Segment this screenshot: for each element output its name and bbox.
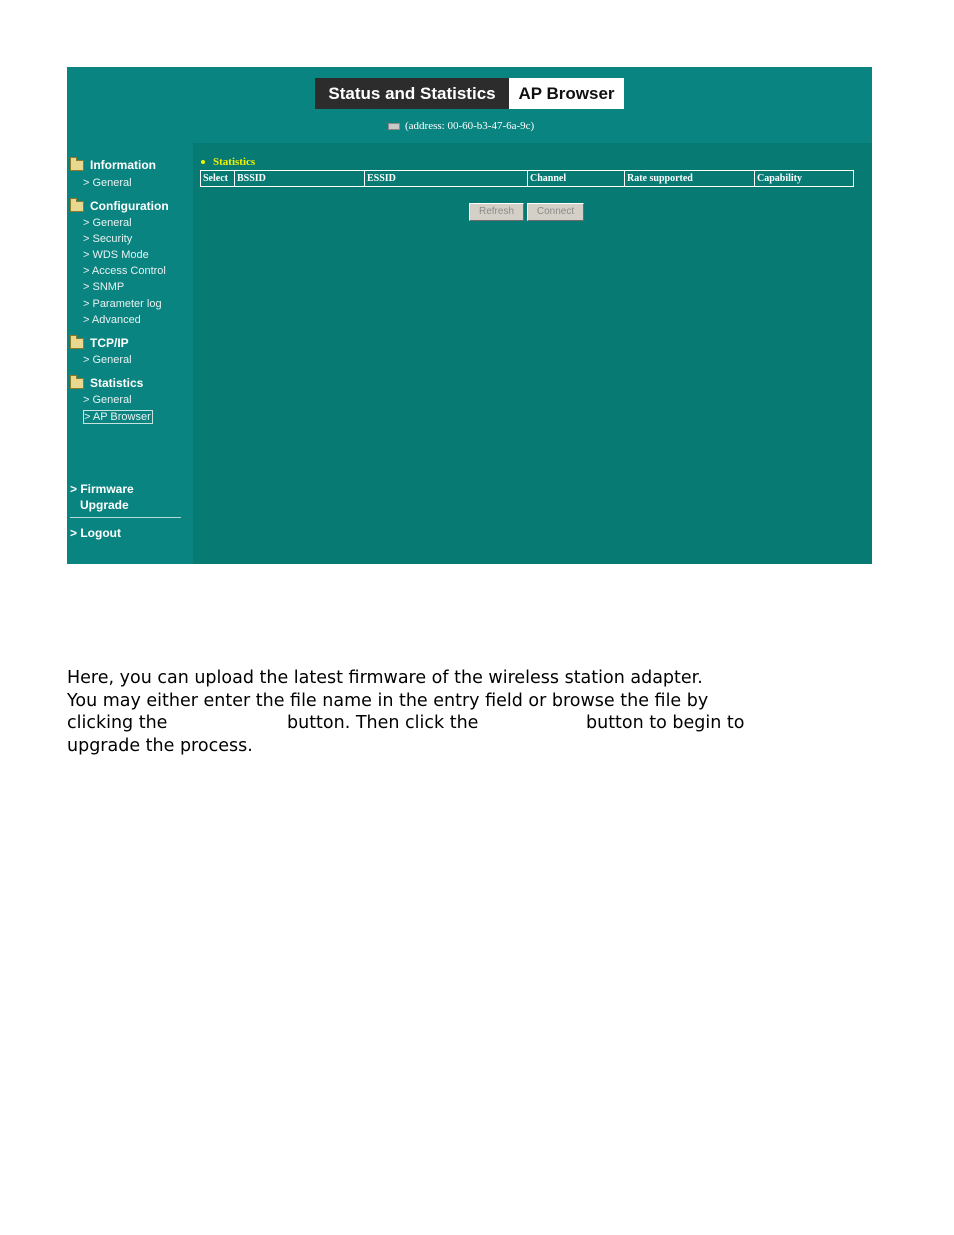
refresh-button[interactable]: Refresh — [469, 203, 524, 221]
sidebar-section-tcpip[interactable] — [70, 335, 129, 351]
paragraph-line-3a: clicking the — [67, 713, 168, 734]
sidebar-section-information[interactable] — [70, 157, 156, 173]
sidebar-divider — [70, 517, 181, 518]
paragraph-line-3b: button. Then click the — [287, 713, 479, 734]
statistics-section-label — [201, 155, 255, 169]
connect-button[interactable]: Connect — [527, 203, 584, 221]
network-device-icon — [388, 123, 400, 130]
sidebar-section-label: Statistics — [90, 376, 144, 390]
table-header-bssid: BSSID — [235, 171, 365, 186]
sidebar — [67, 143, 193, 564]
sidebar-item-security[interactable]: > Security — [83, 233, 133, 245]
sidebar-item-advanced[interactable]: > Advanced — [83, 314, 141, 326]
firmware-upgrade-link-line1[interactable]: > Firmware — [70, 482, 134, 496]
folder-icon — [70, 338, 84, 349]
paragraph-line-1: Here, you can upload the latest firmware of the wireless station adapter. — [67, 668, 703, 688]
logout-link[interactable]: > Logout — [70, 526, 121, 540]
sidebar-section-statistics[interactable] — [70, 375, 143, 391]
paragraph-line-3c: button to begin to — [586, 713, 745, 734]
folder-icon — [70, 378, 84, 389]
sidebar-item-ap-browser[interactable]: > AP Browser — [84, 411, 151, 423]
sidebar-section-label: TCP/IP — [90, 336, 129, 350]
device-address-text: (address: 00-60-b3-47-6a-9c) — [405, 120, 535, 132]
sidebar-section-label: Configuration — [90, 199, 169, 213]
table-header-select: Select — [201, 171, 235, 186]
paragraph-line-4: upgrade the process. — [67, 736, 253, 757]
table-header-capability: Capability — [757, 173, 803, 184]
sidebar-section-label: Information — [90, 158, 156, 172]
folder-icon — [70, 201, 84, 212]
sidebar-item-wds-mode[interactable]: > WDS Mode — [83, 249, 149, 261]
header-bar — [67, 67, 872, 143]
ap-browser-table — [200, 170, 854, 187]
table-header-channel: Channel — [528, 171, 625, 186]
firmware-upgrade-link-line2[interactable]: Upgrade — [80, 498, 129, 512]
page-title: Status and Statistics — [315, 78, 509, 109]
sidebar-item-tcpip-general[interactable]: > General — [83, 354, 132, 366]
sidebar-section-configuration[interactable] — [70, 198, 169, 214]
sidebar-item-information-general[interactable]: > General — [83, 177, 132, 189]
sidebar-item-access-control[interactable]: > Access Control — [83, 265, 166, 277]
page-subtitle: AP Browser — [509, 78, 624, 109]
device-address — [388, 119, 534, 133]
bullet-icon — [201, 160, 205, 164]
statistics-section-text: Statistics — [213, 156, 256, 168]
sidebar-item-snmp[interactable]: > SNMP — [83, 281, 125, 293]
table-header-essid: ESSID — [365, 171, 528, 186]
sidebar-item-configuration-general[interactable]: > General — [83, 217, 132, 229]
sidebar-item-statistics-general[interactable]: > General — [83, 394, 132, 406]
folder-icon — [70, 160, 84, 171]
sidebar-item-parameter-log[interactable]: > Parameter log — [83, 298, 162, 310]
router-admin-screenshot — [67, 67, 872, 564]
paragraph-line-2: You may either enter the file name in the entry field or browse the file by — [67, 690, 709, 711]
table-header-rate-supported: Rate supported — [625, 171, 755, 186]
